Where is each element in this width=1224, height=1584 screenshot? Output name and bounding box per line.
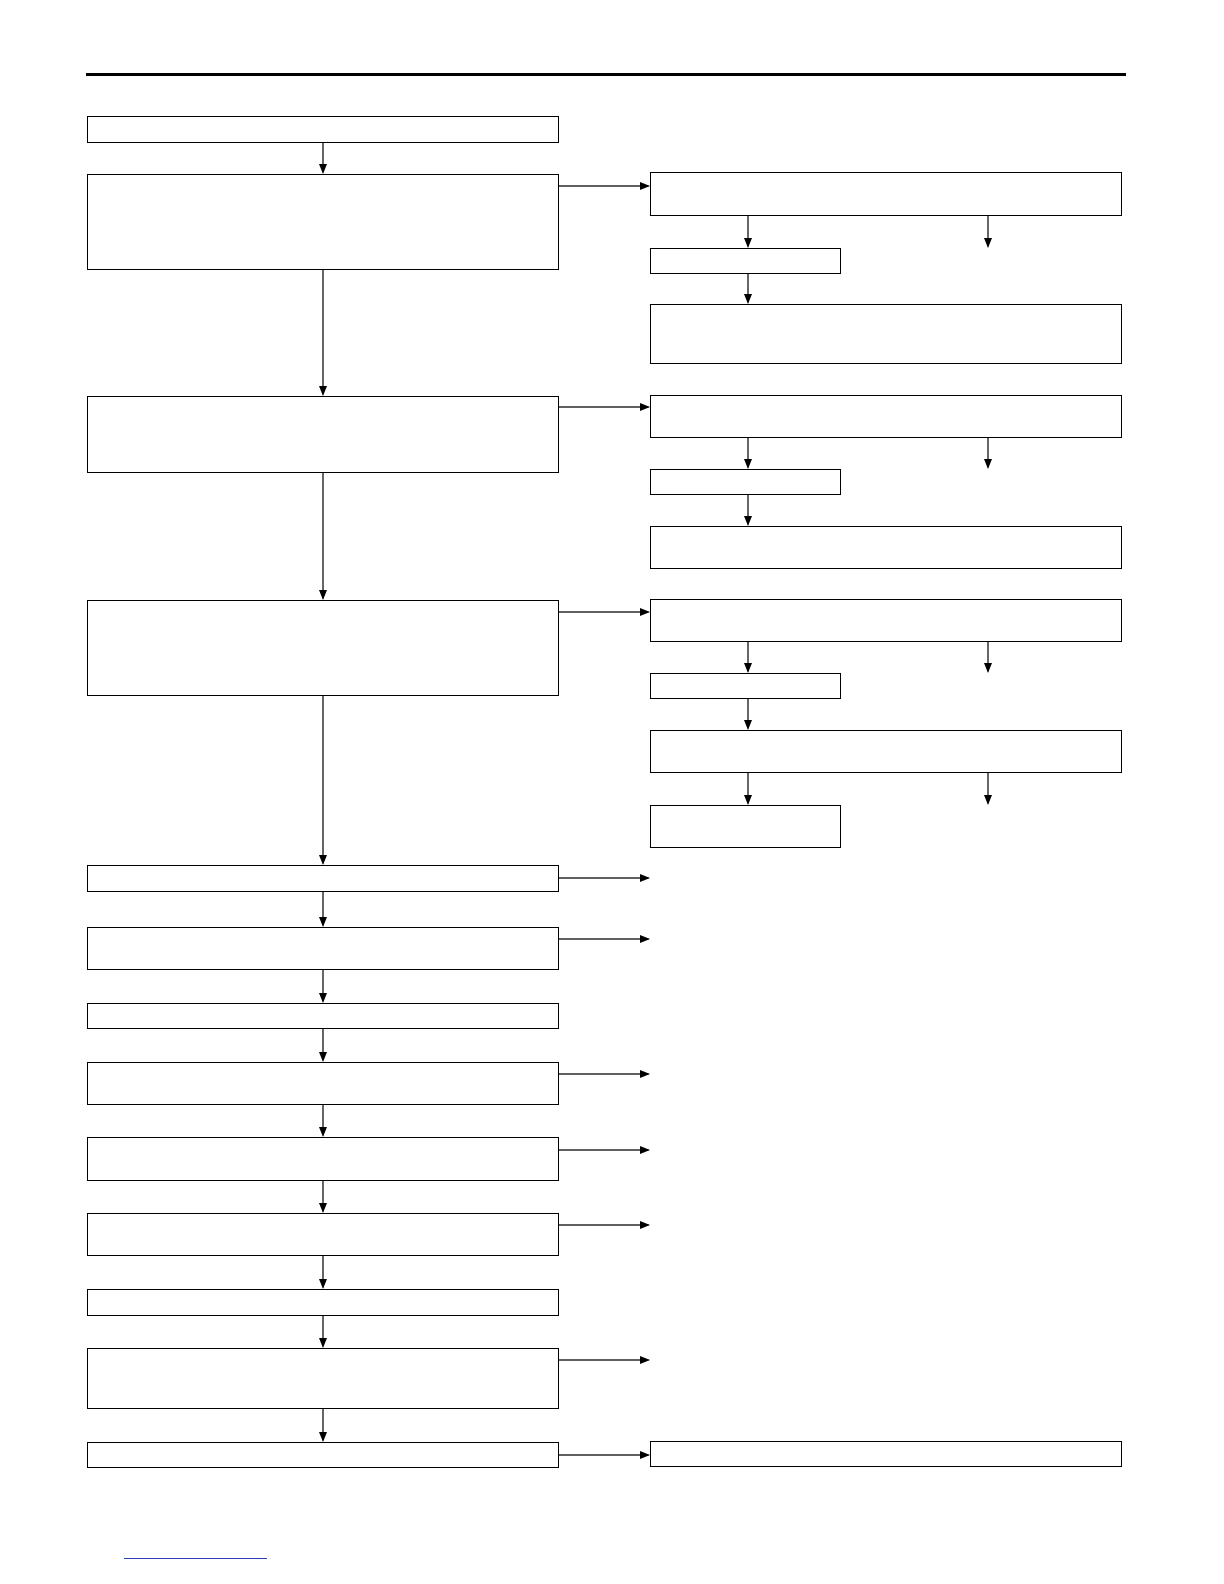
footer-link-underline[interactable] [124,1558,267,1559]
